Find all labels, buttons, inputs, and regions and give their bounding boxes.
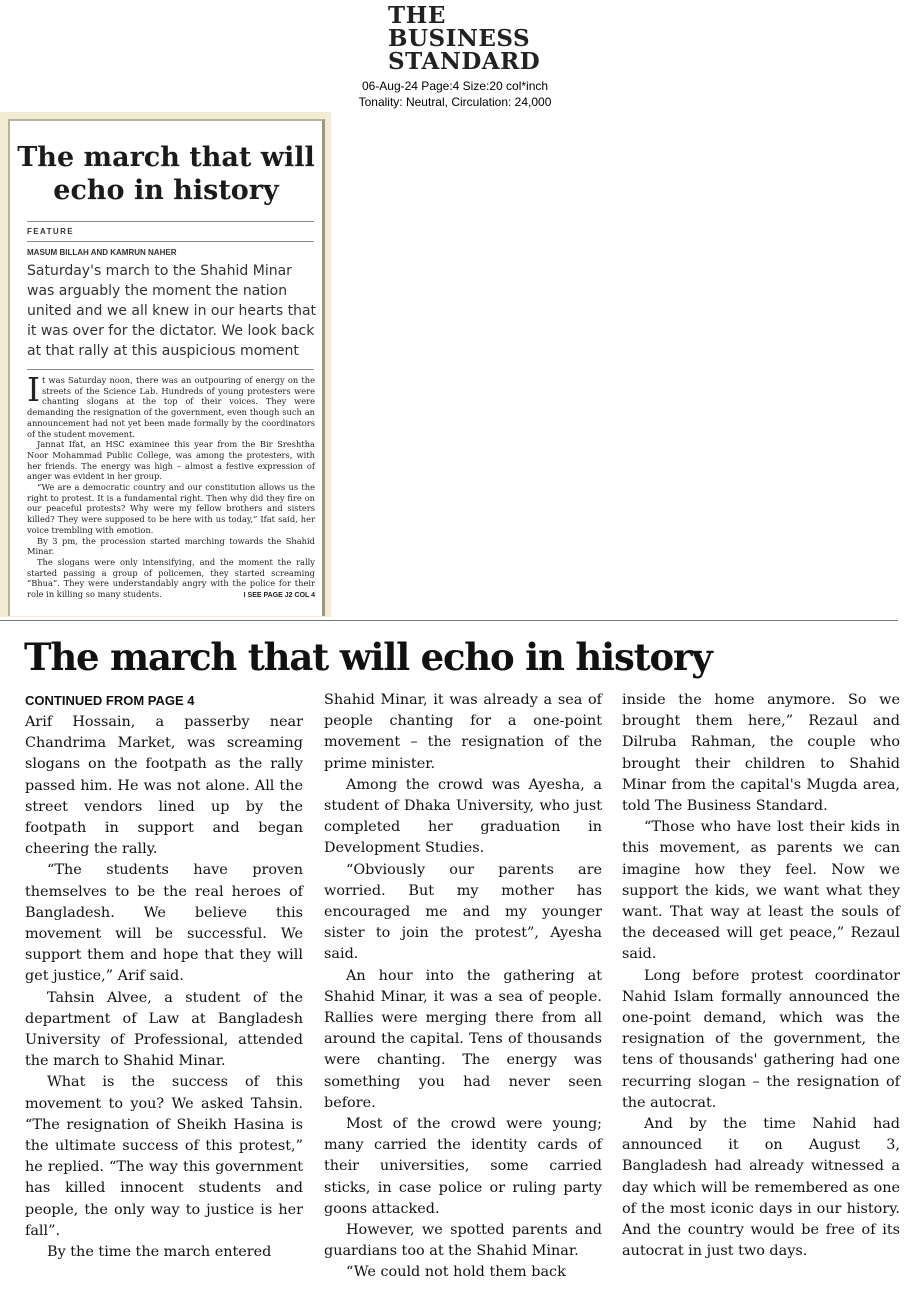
- see-page-jump: I SEE PAGE J2 COL 4: [243, 592, 315, 600]
- headline-line-2: echo in history: [53, 175, 279, 206]
- body-paragraph: Among the crowd was Ayesha, a student of Dhaka University, who just completed her graduation in Development Studies.: [324, 776, 602, 857]
- body-paragraph: It was Saturday noon, there was an outpouring of energy on the streets of the Science Lab. Hundreds of young protesters were chanting slogans at the top of their voices. They were demanding the resignation of the government, even though such an announcement had not yet been made formally by the coordinators of the student movement.: [27, 370, 315, 439]
- body-paragraph: Jannat Ifat, an HSC examinee this year from the Bir Sreshtha Noor Mohammad Public College, was among the protesters, with her friends. The energy was high – almost a festive expression of anger was evident in her group.: [27, 439, 315, 482]
- article-headline: [10, 141, 322, 207]
- rule-top: [27, 221, 314, 222]
- publication-logo: [388, 2, 541, 75]
- body-paragraph: The slogans were only intensifying, and the moment the rally started passing a group of policemen, they started screaming “Bhua”. They were understandably angry with the police for their role in killing so many students. I SEE PAGE J2 COL 4: [27, 557, 315, 600]
- front-page-article: [8, 119, 325, 616]
- body-paragraph: Most of the crowd were young; many carried the identity cards of their universities, some carried sticks, in case police or ruling party goons attacked.: [324, 1116, 602, 1217]
- article-body: [27, 370, 315, 602]
- body-paragraph: “Obviously our parents are worried. But my mother has encouraged me and my younger sister to join the protest”, Ayesha said.: [324, 861, 602, 963]
- body-paragraph: “We are a democratic country and our constitution allows us the right to protest. It is a fundamental right. Then why did they fire on our peaceful protests? Why were my fellow brothers and sisters killed? They were supposed to be here with us today,” Ifat said, her voice trembling with emotion.: [27, 482, 315, 535]
- body-paragraph: “The students have proven themselves to be the real heroes of Bangladesh. We believe this movement will be successful. We support them and hope that they will get justice,” Arif said.: [25, 862, 303, 985]
- continuation-headline: The march that will echo in history: [24, 635, 712, 679]
- clipping-meta-date-page: 06-Aug-24 Page:4 Size:20 col*inch: [361, 79, 549, 93]
- section-divider: [0, 620, 898, 621]
- body-paragraph: “Those who have lost their kids in this movement, as parents we can imagine how they feel. Now we support the kids, we want what they want. That way at least the souls of the deceased will get peace,” Rezaul said.: [622, 819, 900, 963]
- body-paragraph: What is the success of this movement to you? We asked Tahsin. “The resignation of Sheikh Hasina is the ultimate success of this protest,” he replied. “The way this government has killed innocent students and people, the only way to justice is her fall”.: [25, 1074, 303, 1239]
- clipping-meta-tonality: Tonality: Neutral, Circulation: 24,000: [358, 95, 552, 109]
- article-byline: MASUM BILLAH AND KAMRUN NAHER: [27, 248, 177, 257]
- logo-line-1: THE: [388, 2, 446, 29]
- continuation-column-3: [622, 690, 900, 1262]
- logo-line-3: STANDARD: [388, 48, 541, 75]
- continuation-column-1: [25, 690, 303, 1263]
- body-paragraph: And by the time Nahid had announced it on August 3, Bangladesh had already witnessed a day which will be remembered as one of the most iconic days in our history. And the country would be free of its autocrat in just two days.: [622, 1116, 900, 1260]
- drop-cap: I: [27, 370, 41, 409]
- body-paragraph: By 3 pm, the procession started marching towards the Shahid Minar.: [27, 535, 315, 557]
- masthead: [0, 0, 910, 112]
- body-paragraph: By the time the march entered: [47, 1244, 272, 1261]
- body-paragraph: Tahsin Alvee, a student of the department of Law at Bangladesh University of Professional, attended the march to Shahid Minar.: [25, 989, 303, 1070]
- rule-standfirst: [27, 369, 314, 370]
- continuation-column-2: [324, 690, 602, 1284]
- article-standfirst: Saturday's march to the Shahid Minar was arguably the moment the nation united and we all knew in our hearts that it was over for the dictator. We look back at that rally at this auspicious moment: [27, 263, 317, 359]
- body-paragraph: Long before protest coordinator Nahid Islam formally announced the one-point demand, which was the resignation of the government, the tens of thousands' gathering had one recurring slogan – the resignation of the autocrat.: [622, 967, 900, 1111]
- front-page-clipping: [0, 112, 331, 617]
- logo-line-2: BUSINESS: [388, 25, 531, 52]
- rule-kicker: [27, 241, 314, 242]
- body-paragraph: Shahid Minar, it was already a sea of people chanting for a one-point movement – the resignation of the prime minister.: [324, 692, 602, 772]
- headline-line-1: The march that will: [17, 142, 315, 173]
- article-kicker: FEATURE: [27, 227, 74, 236]
- body-paragraph: inside the home anymore. So we brought them here,” Rezaul and Dilruba Rahman, the couple who brought their children to Shahid Minar from the capital's Mugda area, told The Business Standard.: [622, 692, 900, 815]
- body-paragraph: However, we spotted parents and guardians too at the Shahid Minar.: [324, 1222, 602, 1260]
- body-paragraph: Arif Hossain, a passerby near Chandrima Market, was screaming slogans on the footpath as the rally passed him. He was not alone. All the street vendors lined up by the footpath in support and began cheering the rally.: [25, 714, 303, 858]
- continued-from-label: CONTINUED FROM PAGE 4: [25, 693, 195, 708]
- body-paragraph: An hour into the gathering at Shahid Minar, it was a sea of people. Rallies were merging there from all around the capital. Tens of thousands were chanting. The energy was something you had never seen before.: [324, 967, 602, 1111]
- body-paragraph: “We could not hold them back: [346, 1264, 566, 1281]
